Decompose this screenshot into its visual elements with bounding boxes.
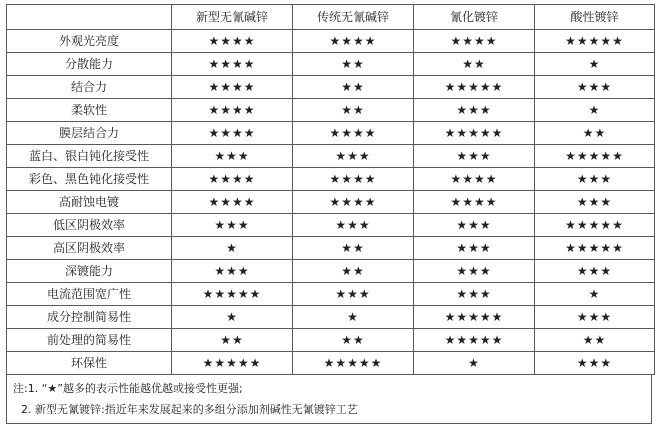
star-rating-cell: ★★★★★ [414, 329, 535, 352]
star-rating-cell: ★★★★★ [535, 237, 655, 260]
star-rating-cell: ★★★★ [414, 191, 535, 214]
table-row [7, 168, 655, 191]
row-label: 前处理的简易性 [7, 329, 172, 352]
table-row [7, 237, 655, 260]
star-rating-cell: ★★★ [293, 145, 414, 168]
star-rating-cell: ★★★ [535, 260, 655, 283]
star-rating-cell: ★★★ [535, 306, 655, 329]
row-label: 高区阴极效率 [7, 237, 172, 260]
star-rating-cell: ★★ [293, 329, 414, 352]
footnotes [6, 375, 652, 424]
star-rating-cell: ★ [293, 306, 414, 329]
column-header-acid-zinc-plating: 酸性镀锌 [535, 5, 655, 30]
table-row [7, 214, 655, 237]
row-label: 低区阴极效率 [7, 214, 172, 237]
star-rating-cell: ★★★★★ [414, 122, 535, 145]
star-rating-cell: ★★★★★ [414, 76, 535, 99]
row-label: 环保性 [7, 352, 172, 375]
star-rating-cell: ★★★ [414, 283, 535, 306]
star-rating-cell: ★★★★ [172, 30, 293, 53]
star-rating-cell: ★★★★★ [535, 30, 655, 53]
star-rating-cell: ★★★ [293, 214, 414, 237]
row-label: 成分控制简易性 [7, 306, 172, 329]
table-row [7, 76, 655, 99]
star-rating-cell: ★★ [172, 329, 293, 352]
table-row [7, 122, 655, 145]
star-rating-cell: ★ [172, 237, 293, 260]
star-rating-cell: ★★ [293, 260, 414, 283]
star-rating-cell: ★★★ [535, 76, 655, 99]
star-rating-cell: ★★ [293, 53, 414, 76]
table-row [7, 352, 655, 375]
row-label: 分散能力 [7, 53, 172, 76]
row-label: 蓝白、银白钝化接受性 [7, 145, 172, 168]
footnote-1: 注:1. “★”越多的表示性能越优越或接受性更强; [13, 382, 243, 395]
star-rating-cell: ★★★★ [414, 30, 535, 53]
star-rating-cell: ★★★★★ [414, 306, 535, 329]
star-rating-cell: ★★★ [414, 99, 535, 122]
star-rating-cell: ★★ [293, 237, 414, 260]
star-rating-cell: ★★★ [414, 145, 535, 168]
column-header-new-cyanide-free-alkaline-zinc: 新型无氰碱锌 [172, 5, 293, 30]
row-label: 深镀能力 [7, 260, 172, 283]
star-rating-cell: ★★★ [172, 214, 293, 237]
star-rating-cell: ★★★★ [293, 30, 414, 53]
star-rating-cell: ★★★ [293, 283, 414, 306]
star-rating-cell: ★★ [535, 122, 655, 145]
star-rating-cell: ★★★★ [172, 76, 293, 99]
table-row [7, 99, 655, 122]
star-rating-cell: ★★★★ [172, 99, 293, 122]
star-rating-cell: ★★★ [172, 145, 293, 168]
header-corner-cell [7, 5, 172, 30]
star-rating-cell: ★★★★ [172, 122, 293, 145]
table-row [7, 306, 655, 329]
star-rating-cell: ★★ [293, 76, 414, 99]
star-rating-cell: ★★ [414, 53, 535, 76]
zinc-plating-comparison-table [6, 4, 655, 375]
row-label: 结合力 [7, 76, 172, 99]
row-label: 膜层结合力 [7, 122, 172, 145]
table-body [7, 30, 655, 375]
table-row [7, 30, 655, 53]
star-rating-cell: ★★★★★ [293, 352, 414, 375]
star-rating-cell: ★★★★ [172, 53, 293, 76]
column-header-cyanide-zinc-plating: 氰化镀锌 [414, 5, 535, 30]
star-rating-cell: ★★★★ [293, 122, 414, 145]
star-rating-cell: ★★ [293, 99, 414, 122]
star-rating-cell: ★★★ [414, 237, 535, 260]
row-label: 彩色、黑色钝化接受性 [7, 168, 172, 191]
comparison-sheet [6, 0, 654, 424]
star-rating-cell: ★★★★ [172, 168, 293, 191]
star-rating-cell: ★★★★★ [172, 352, 293, 375]
star-rating-cell: ★★★★ [414, 168, 535, 191]
star-rating-cell: ★★★★ [293, 168, 414, 191]
star-rating-cell: ★★ [535, 329, 655, 352]
star-rating-cell: ★ [535, 53, 655, 76]
star-rating-cell: ★★★★ [172, 191, 293, 214]
table-row [7, 191, 655, 214]
row-label: 柔软性 [7, 99, 172, 122]
star-rating-cell: ★★★★★ [535, 145, 655, 168]
header-row [7, 5, 655, 30]
star-rating-cell: ★★★ [535, 168, 655, 191]
star-rating-cell: ★★★ [535, 352, 655, 375]
table-row [7, 283, 655, 306]
star-rating-cell: ★ [172, 306, 293, 329]
table-row [7, 53, 655, 76]
table-row [7, 260, 655, 283]
star-rating-cell: ★★★ [414, 260, 535, 283]
footnote-2: 2. 新型无氰镀锌:指近年来发展起来的多组分添加剂碱性无氰镀锌工艺 [21, 403, 358, 416]
star-rating-cell: ★★★ [414, 214, 535, 237]
row-label: 外观光亮度 [7, 30, 172, 53]
star-rating-cell: ★★★★★ [172, 283, 293, 306]
star-rating-cell: ★ [535, 283, 655, 306]
row-label: 电流范围宽广性 [7, 283, 172, 306]
star-rating-cell: ★★★ [172, 260, 293, 283]
column-header-traditional-cyanide-free-alkaline-zinc: 传统无氰碱锌 [293, 5, 414, 30]
table-row [7, 329, 655, 352]
star-rating-cell: ★ [535, 99, 655, 122]
row-label: 高耐蚀电镀 [7, 191, 172, 214]
star-rating-cell: ★★★★★ [535, 214, 655, 237]
table-row [7, 145, 655, 168]
star-rating-cell: ★★★ [535, 191, 655, 214]
star-rating-cell: ★★★★ [293, 191, 414, 214]
star-rating-cell: ★ [414, 352, 535, 375]
